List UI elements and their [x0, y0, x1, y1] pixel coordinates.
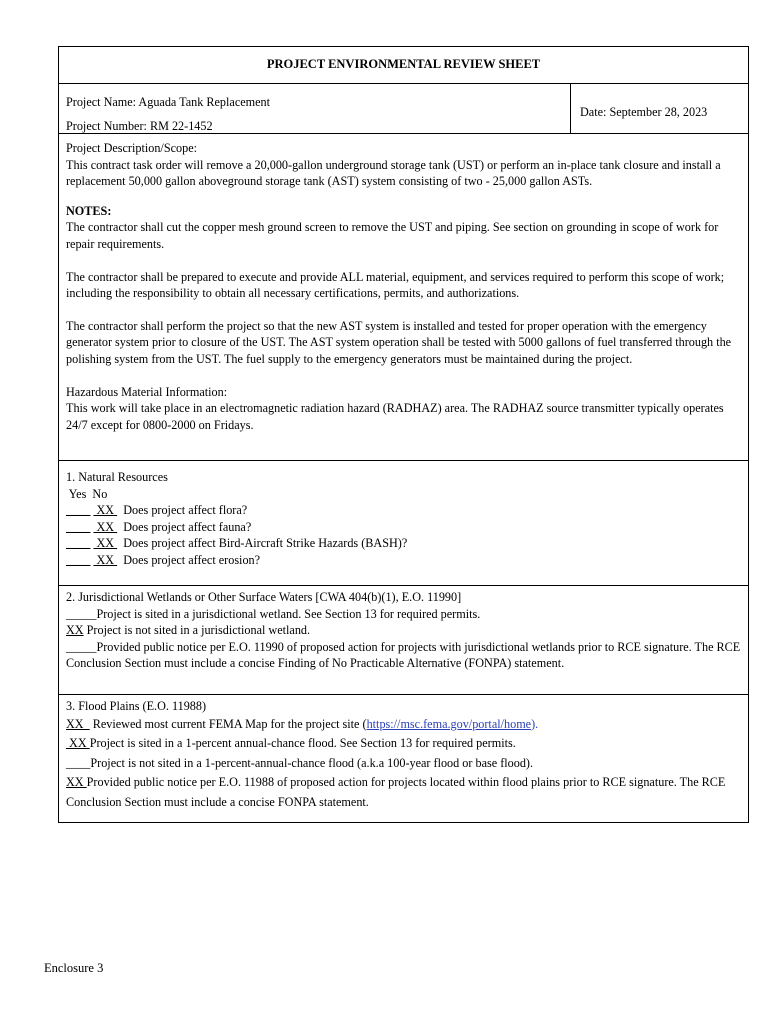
yes-mark: ____: [66, 536, 91, 551]
item-text: Project is not sited in a jurisdictional wetland.: [83, 623, 311, 638]
mark: XX: [66, 716, 90, 731]
list-item: [66, 622, 742, 639]
note-3: The contractor shall perform the project so that the new AST system is installed and tested for proper operation with the emergency generator system prior to closure of the UST. The AST system operation shall be tested with 5000 gallons of fuel transferred through the polishing system from the UST. The fuel supply to the emergency generators must be maintained during the project.: [66, 318, 732, 366]
description-heading: Project Description/Scope:: [66, 141, 197, 155]
description-body: This contract task order will remove a 20,000-gallon underground storage tank (UST) or perform an in-place tank closure and install a replacement 50,000 gallon aboveground storage tank (AST) system consisting of two - 25,000 gallon ASTs.: [66, 157, 721, 189]
question: Does project affect fauna?: [123, 519, 252, 534]
no-mark: XX: [93, 552, 118, 567]
yes-no-header: Yes No: [66, 486, 108, 501]
project-date: Date: September 28, 2023: [570, 84, 750, 134]
note-1: The contractor shall cut the copper mesh ground screen to remove the UST and piping. See section on grounding in scope of work for repair requirements.: [66, 220, 719, 251]
enclosure-label: Enclosure 3: [44, 961, 104, 975]
item-text: Provided public notice per E.O. 11990 of proposed action for projects with jurisdictional wetlands prior to RCE signature. The RCE Conclusion Section must include a concise Finding of No Practicable Alternative (FONPA) statement.: [66, 639, 741, 671]
list-item: [66, 754, 742, 774]
no-mark: XX: [93, 503, 118, 518]
project-description: [59, 134, 748, 461]
note-2: The contractor shall be prepared to execute and provide ALL material, equipment, and services required to perform this scope of work; including the responsibility to obtain all necessary certifications, permits, and authorizations.: [66, 269, 725, 301]
item-text: Project is sited in a jurisdictional wetland. See Section 13 for required permits.: [96, 606, 481, 621]
hazmat-heading: Hazardous Material Information:: [66, 384, 228, 399]
review-sheet: [58, 46, 749, 823]
mark: _____: [66, 606, 97, 621]
list-item: [66, 734, 742, 754]
natural-resources-section: [59, 461, 748, 586]
item-text: Project is sited in a 1-percent annual-chance flood. See Section 13 for required permits.: [89, 736, 516, 751]
list-item: [66, 535, 742, 552]
flood-plains-heading: 3. Flood Plains (E.O. 11988): [66, 699, 207, 713]
yes-mark: ____: [66, 552, 91, 567]
item-text: Project is not sited in a 1-percent-annual-chance flood (a.k.a 100-year flood or base flood).: [90, 755, 534, 770]
notes-heading: NOTES:: [66, 203, 112, 218]
list-item: [66, 715, 742, 735]
fema-link[interactable]: https://msc.fema.gov/portal/home: [366, 716, 532, 731]
natural-resources-heading: 1. Natural Resources: [66, 470, 168, 484]
yes-mark: ____: [66, 519, 91, 534]
list-item: [66, 519, 742, 536]
item-text: Reviewed most current FEMA Map for the project site (: [89, 716, 367, 731]
yes-mark: ____: [66, 503, 91, 518]
link-end: ).: [531, 716, 539, 731]
question: Does project affect erosion?: [123, 552, 261, 567]
mark: XX: [66, 623, 84, 638]
no-mark: XX: [93, 536, 118, 551]
list-item: [66, 773, 742, 812]
mark: XX: [66, 775, 87, 790]
item-text: Provided public notice per E.O. 11988 of proposed action for projects located within flood plains prior to RCE signature. The RCE Conclusion Section must include a concise FONPA statement.: [66, 775, 726, 809]
no-mark: XX: [93, 519, 118, 534]
list-item: [66, 552, 742, 569]
flood-plains-section: [59, 695, 748, 822]
hazmat-body: This work will take place in an electromagnetic radiation hazard (RADHAZ) area. The RADHAZ source transmitter typically operates 24/7 except for 0800-2000 on Fridays.: [66, 401, 724, 432]
project-info: [59, 84, 748, 134]
wetlands-heading: 2. Jurisdictional Wetlands or Other Surface Waters [CWA 404(b)(1), E.O. 11990]: [66, 590, 462, 604]
mark: ____: [66, 755, 91, 770]
project-name: Project Name: Aguada Tank Replacement: [66, 95, 271, 109]
project-number: Project Number: RM 22-1452: [66, 119, 213, 133]
sheet-title: PROJECT ENVIRONMENTAL REVIEW SHEET: [59, 47, 748, 84]
list-item: [66, 502, 742, 519]
question: Does project affect flora?: [123, 503, 248, 518]
mark: _____: [66, 639, 97, 654]
question: Does project affect Bird-Aircraft Strike Hazards (BASH)?: [123, 536, 408, 551]
list-item: [66, 639, 742, 672]
list-item: [66, 606, 742, 623]
mark: XX: [66, 736, 90, 751]
wetlands-section: [59, 586, 748, 695]
